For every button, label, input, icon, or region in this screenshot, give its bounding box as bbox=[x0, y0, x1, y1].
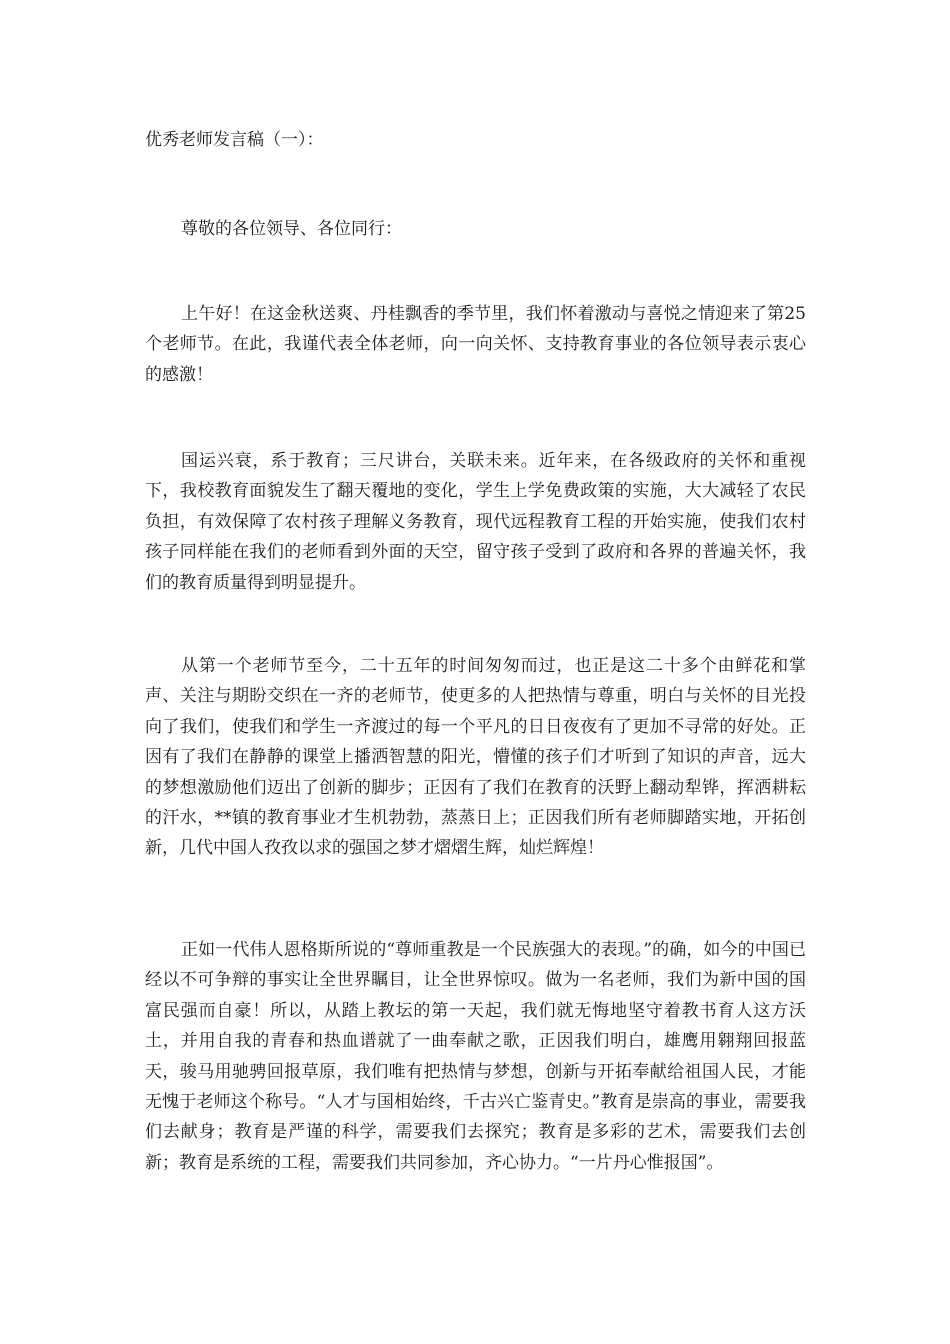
salutation: 尊敬的各位领导、各位同行： bbox=[181, 219, 402, 239]
document-title: 优秀老师发言稿（一）： bbox=[145, 130, 324, 150]
paragraph-engels-quote: 正如一代伟人恩格斯所说的“尊师重教是一个民族强大的表现。”的确，如今的中国已经以不可争辩的事实让全世界瞩目，让全世界惊叹。做为一名老师，我们为新中国的国富民强而自豪！所以，从踏上教坛的第一天起，我们就无悔地坚守着教书育人这方沃土，并用自我的青春和热血谱就了一曲奉献之歌，正因我们明白，雄鹰用翱翔回报蓝天，骏马用驰骋回报草原，我们唯有把热情与梦想，创新与开拓奉献给祖国人民，才能无愧于老师这个称号。“人才与国相始终，千古兴亡鉴青史。”教育是崇高的事业，需要我们去献身；教育是严谨的科学，需要我们去探究；教育是多彩的艺术，需要我们去创新；教育是系统的工程，需要我们共同参加，齐心协力。“一片丹心惟报国”。 bbox=[145, 940, 806, 1173]
paragraph-teachers-day-history: 从第一个老师节至今，二十五年的时间匆匆而过，也正是这二十多个由鲜花和掌声、关注与期盼交织在一齐的老师节，使更多的人把热情与尊重，明白与关怀的目光投向了我们，使我们和学生一齐渡过的每一个平凡的日日夜夜有了更加不寻常的好处。正因有了我们在静静的课堂上播洒智慧的阳光，懵懂的孩子们才听到了知识的声音，远大的梦想激励他们迈出了创新的脚步；正因有了我们在教育的沃野上翻动犁铧，挥洒耕耘的汗水，**镇的教育事业才生机勃勃，蒸蒸日上；正因我们所有老师脚踏实地，开拓创新，几代中国人孜孜以求的强国之梦才熠熠生辉，灿烂辉煌！ bbox=[145, 656, 806, 859]
paragraph-greeting: 上午好！在这金秋送爽、丹桂飘香的季节里，我们怀着激动与喜悦之情迎来了第25个老师节。在此，我谨代表全体老师，向一向关怀、支持教育事业的各位领导表示衷心的感激！ bbox=[145, 304, 806, 385]
paragraph-education-development: 国运兴衰，系于教育；三尺讲台，关联未来。近年来，在各级政府的关怀和重视下，我校教育面貌发生了翻天覆地的变化，学生上学免费政策的实施，大大减轻了农民负担，有效保障了农村孩子理解义务教育，现代远程教育工程的开始实施，使我们农村孩子同样能在我们的老师看到外面的天空，留守孩子受到了政府和各界的普遍关怀，我们的教育质量得到明显提升。 bbox=[145, 451, 806, 593]
